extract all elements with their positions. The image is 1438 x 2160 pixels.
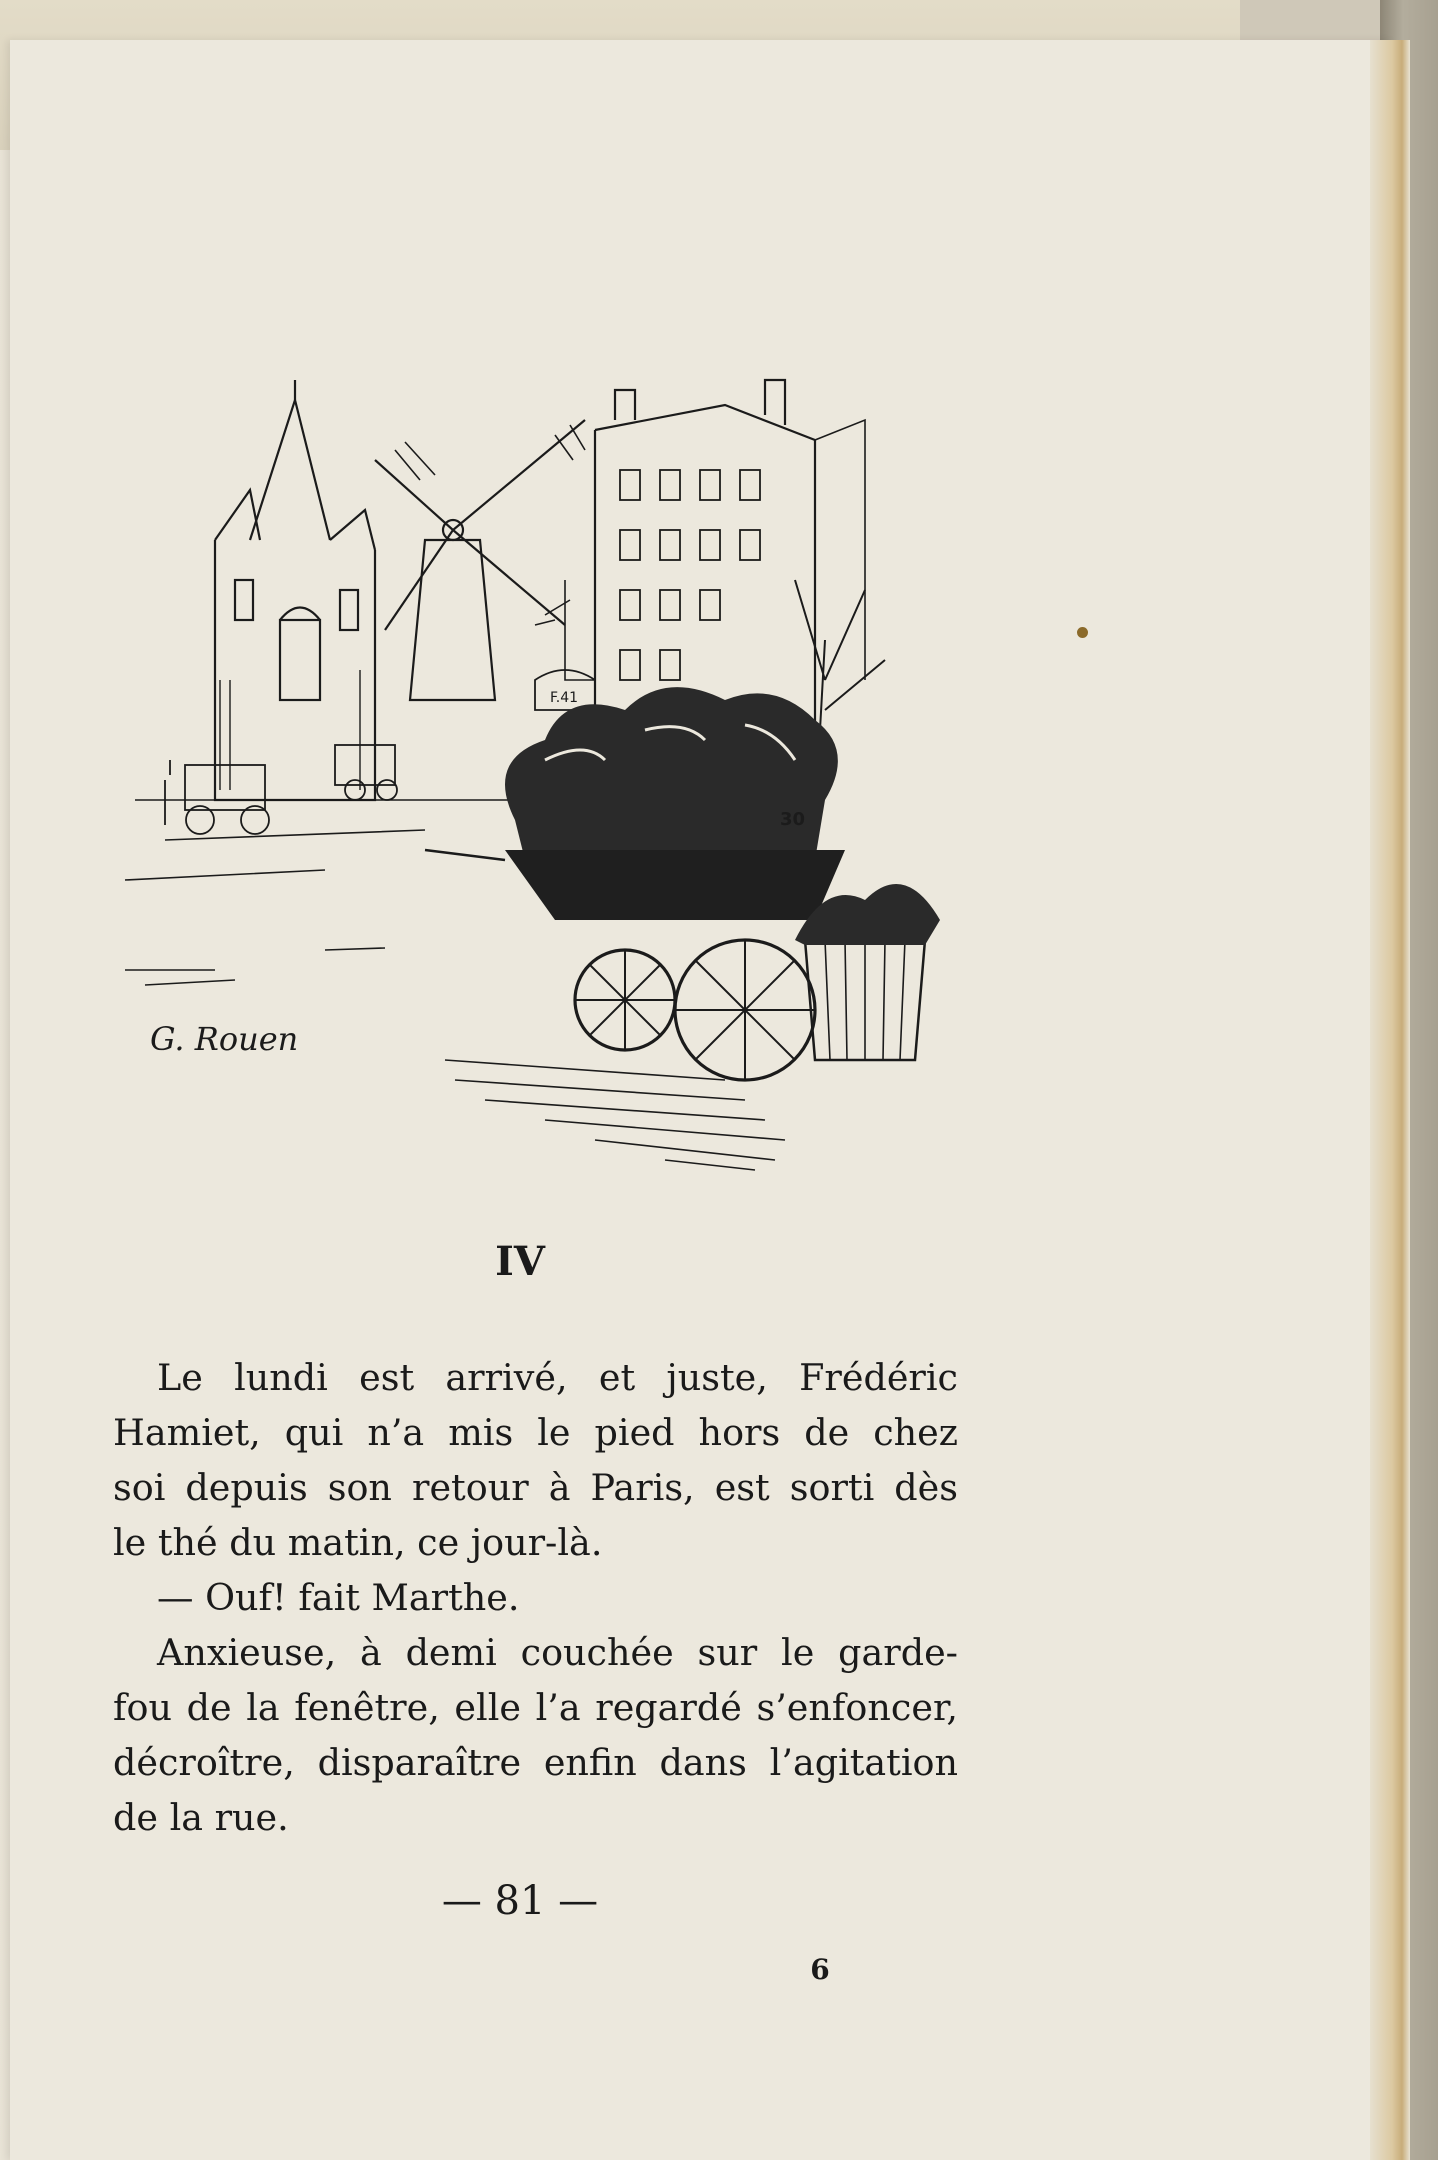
- text-line: le thé du matin, ce jour-là.: [113, 1521, 603, 1564]
- text-line: Hamiet, qui n’a mis le pied hors de chez: [113, 1411, 958, 1454]
- foxing-spot: [1077, 627, 1088, 638]
- church-drawing: [215, 380, 375, 800]
- text-line: Le lundi est arrivé, et juste, Frédéric: [157, 1356, 958, 1399]
- street-scene-illustration: [125, 380, 985, 1200]
- artist-signature: G. Rouen: [150, 1020, 299, 1058]
- distant-carriage-drawing: [165, 745, 397, 834]
- shop-sign-text: F.41: [550, 690, 579, 706]
- flower-cart-drawing: [425, 687, 940, 1170]
- cart-sign-text: 30: [780, 809, 806, 830]
- text-line: Anxieuse, à demi couchée sur le garde-: [157, 1631, 958, 1674]
- body-text: [113, 1350, 958, 1845]
- windmill-drawing: [375, 420, 585, 700]
- text-line: — Ouf! fait Marthe.: [157, 1576, 520, 1619]
- signature-mark: 6: [810, 1953, 830, 1986]
- text-line: de la rue.: [113, 1796, 289, 1839]
- chapter-number: IV: [495, 1238, 545, 1285]
- page-edge: [1370, 40, 1410, 2160]
- page-number: — 81 —: [441, 1878, 599, 1924]
- text-line: soi depuis son retour à Paris, est sorti dès: [113, 1466, 958, 1509]
- text-line: décroître, disparaître enfin dans l’agitation: [113, 1741, 958, 1784]
- text-line: fou de la fenêtre, elle l’a regardé s’enfoncer,: [113, 1686, 958, 1729]
